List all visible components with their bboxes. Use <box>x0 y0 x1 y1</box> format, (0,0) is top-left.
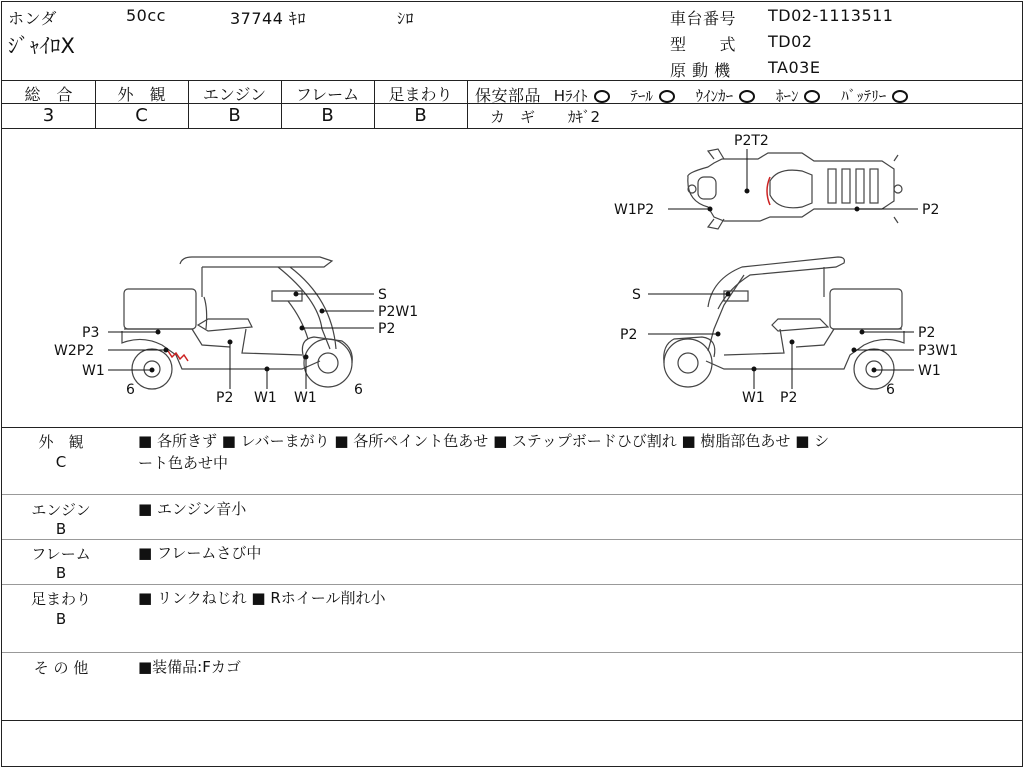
safety-parts <box>475 83 908 106</box>
engine-type-label: 原 動 機 <box>670 61 731 80</box>
safety-item-battery <box>841 87 908 105</box>
section-title-other: そ の 他 <box>33 659 89 677</box>
grade-label-frame: フレーム <box>295 85 360 104</box>
section-bottom-divider <box>2 720 1022 721</box>
section-divider <box>2 494 1022 495</box>
grade-value-overall: 3 <box>42 105 55 126</box>
diagram-label: W1P2 <box>614 202 655 218</box>
ok-mark-icon <box>739 90 755 103</box>
diagram-label: S <box>632 287 641 303</box>
diagram-label: W2P2 <box>54 343 95 359</box>
diagram-label: S <box>378 287 387 303</box>
section-title-suspension: 足まわり <box>30 590 91 608</box>
key-label: カ ギ <box>490 108 536 126</box>
section-grade-engine: B <box>55 520 67 538</box>
scooter-right-view <box>664 257 904 389</box>
section-divider <box>2 584 1022 585</box>
safety-item-label: ﾃｰﾙ <box>630 87 653 105</box>
safety-item-label: ﾊﾞｯﾃﾘｰ <box>841 87 887 105</box>
diagram-label: 6 <box>126 382 135 398</box>
engine-type-value: TA03E <box>768 58 821 77</box>
safety-title: 保安部品 <box>475 86 542 105</box>
section-text-exterior: ■ 各所きず ■ レバーまがり ■ 各所ペイント色あせ ■ ステップボードひび割れ ■ 樹脂部色あせ ■ シ <box>138 432 830 450</box>
mileage-value: 37744 <box>230 9 284 28</box>
model-type-label: 型 式 <box>670 35 737 54</box>
grade-value-suspension: B <box>414 105 427 126</box>
ok-mark-icon <box>892 90 908 103</box>
ok-mark-icon <box>804 90 820 103</box>
model-type-value: TD02 <box>768 32 813 51</box>
section-title-exterior: 外 観 <box>38 433 84 451</box>
scooter-diagram-svg <box>2 129 1024 427</box>
grade-value-exterior: C <box>135 105 148 126</box>
grade-value-engine: B <box>228 105 241 126</box>
safety-item-headlight <box>554 87 610 105</box>
section-grade-frame: B <box>55 564 67 582</box>
key-value: ｶｷﾞ2 <box>568 108 601 126</box>
color: ｼﾛ <box>397 9 415 28</box>
section-text-frame: ■ フレームさび中 <box>138 544 262 562</box>
header-divider <box>2 80 1022 81</box>
safety-item-winker <box>696 87 756 105</box>
safety-item-label: ｳｲﾝｶｰ <box>695 87 734 105</box>
model-name: ｼﾞｬｲﾛX <box>8 34 75 58</box>
mileage <box>230 6 306 29</box>
grade-divider <box>467 80 468 128</box>
section-divider <box>2 539 1022 540</box>
section-title-frame: フレーム <box>31 545 91 563</box>
diagram-label: W1 <box>294 390 317 406</box>
diagram-label: P2T2 <box>734 133 769 149</box>
section-text-exterior-cont: ート色あせ中 <box>138 454 229 472</box>
grade-label-suspension: 足まわり <box>388 85 453 104</box>
damage-diagram <box>2 129 1024 427</box>
frame-number-label: 車台番号 <box>670 9 737 28</box>
diagram-label: W1 <box>742 390 765 406</box>
ok-mark-icon <box>659 90 675 103</box>
frame-number-value: TD02-1113511 <box>768 6 894 25</box>
section-grade-suspension: B <box>55 610 67 628</box>
safety-item-label: Hﾗｲﾄ <box>553 87 588 105</box>
diagram-label: P2 <box>620 327 638 343</box>
diagram-bottom-divider <box>2 427 1022 428</box>
mileage-unit: ｷﾛ <box>289 9 307 28</box>
grade-label-exterior: 外 観 <box>117 85 166 104</box>
maker: ホンダ <box>8 9 57 28</box>
diagram-label: 6 <box>886 382 895 398</box>
section-text-suspension: ■ リンクねじれ ■ Rホイール削れ小 <box>138 589 386 607</box>
diagram-label: W1 <box>254 390 277 406</box>
diagram-label: P2 <box>378 321 396 337</box>
section-title-engine: エンジン <box>31 501 91 519</box>
diagram-label: W1 <box>82 363 105 379</box>
diagram-label: P2W1 <box>378 304 419 320</box>
diagram-label: 6 <box>354 382 363 398</box>
inspection-sheet <box>1 1 1023 767</box>
section-grade-exterior: C <box>55 453 67 471</box>
scooter-left-view <box>122 257 352 389</box>
diagram-label: P3 <box>82 325 100 341</box>
grade-value-frame: B <box>321 105 334 126</box>
displacement: 50cc <box>126 6 166 25</box>
safety-item-horn <box>776 87 821 105</box>
section-text-other: ■装備品:Fカゴ <box>138 658 241 676</box>
diagram-label: P2 <box>780 390 798 406</box>
grade-label-engine: エンジン <box>202 85 267 104</box>
diagram-label: P2 <box>922 202 940 218</box>
section-divider <box>2 652 1022 653</box>
safety-item-tail <box>630 87 675 105</box>
diagram-label: P3W1 <box>918 343 959 359</box>
ok-mark-icon <box>594 90 610 103</box>
diagram-label: P2 <box>216 390 234 406</box>
section-text-engine: ■ エンジン音小 <box>138 500 247 518</box>
diagram-label: P2 <box>918 325 936 341</box>
grade-label-overall: 総 合 <box>24 85 73 104</box>
scooter-top-view <box>688 149 902 229</box>
safety-item-label: ﾎｰﾝ <box>775 87 799 105</box>
diagram-label: W1 <box>918 363 941 379</box>
